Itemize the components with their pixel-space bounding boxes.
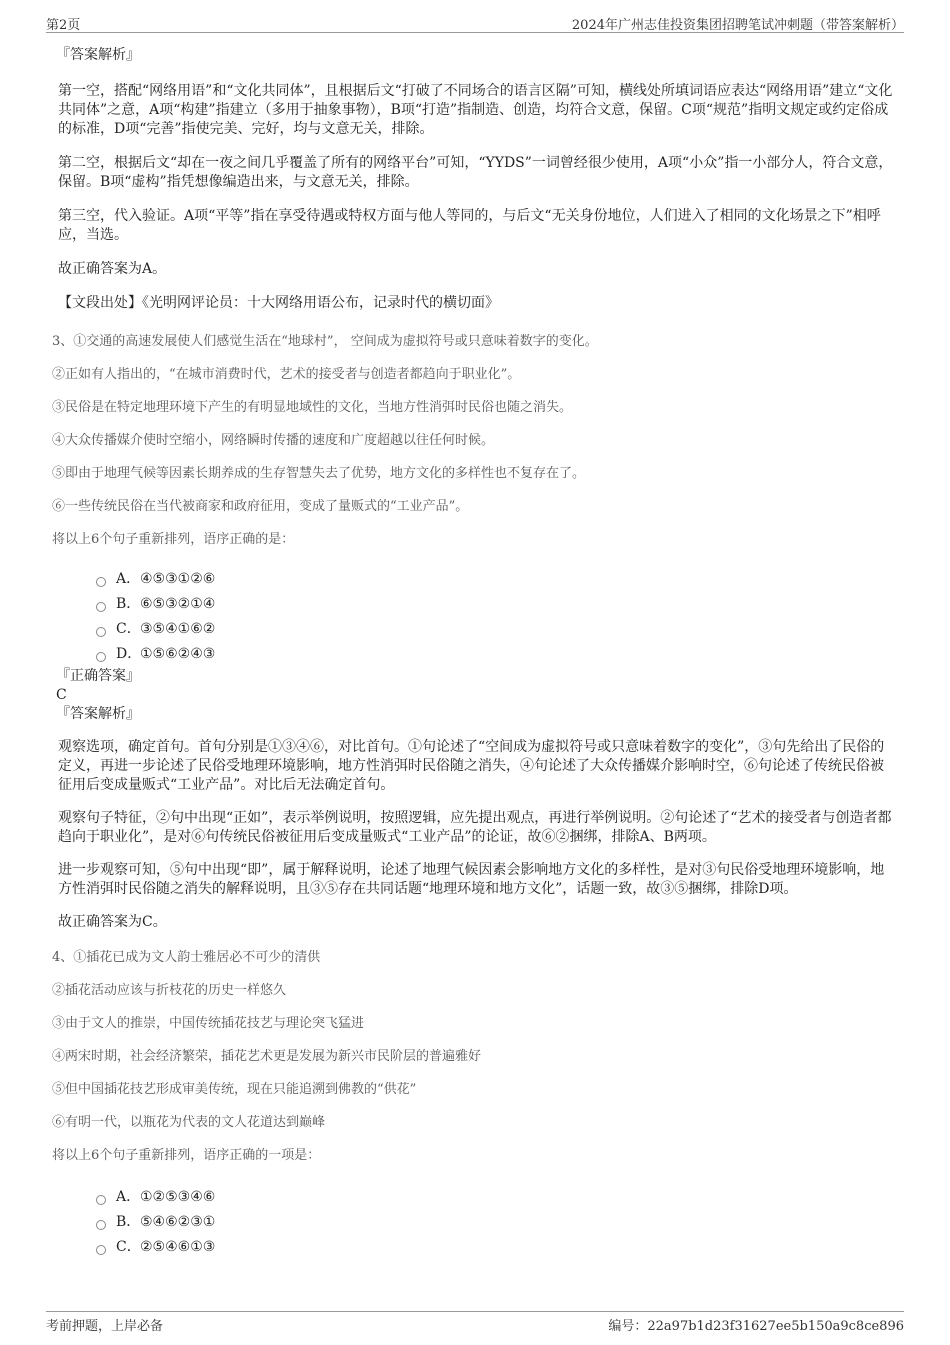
source-citation: 【文段出处】《光明网评论员：十大网络用语公布，记录时代的横切面》 [58, 295, 499, 311]
analysis-paragraph: 第一空，搭配“网络用语”和“文化共同体”，且根据后文“打破了不同场合的语言区隔”可知，横线处所填词语应表达“网络用语”建立“文化共同体”之意，A项“构建”指建立（多用于抽象事物），B项“打造”指制造、创造，均符合文意，保留。C项“规范”指明文规定或约定俗成的标准，D项“完善”指使完美、完好，均与文意无关，排除。 [58, 83, 893, 137]
answer-conclusion: 故正确答案为A。 [58, 261, 167, 277]
question-sentence: 4、①插花已成为文人韵士雅居必不可少的清供 [52, 950, 321, 965]
question-sentence: ③由于文人的推崇，中国传统插花技艺与理论突飞猛进 [52, 1016, 365, 1031]
answer-conclusion: 故正确答案为C。 [58, 914, 167, 930]
document-title: 2024年广州志佳投资集团招聘笔试冲刺题（带答案解析） [571, 18, 904, 33]
question-sentence: ③民俗是在特定地理环境下产生的有明显地域性的文化，当地方性消弭时民俗也随之消失。 [52, 400, 573, 415]
analysis-paragraph: 观察句子特征，②句中出现“正如”，表示举例说明，按照逻辑，应先提出观点，再进行举例说明。②句论述了“艺术的接受者与创造者都趋向于职业化”，是对⑥句传统民俗被征用后变成量贩式“工业产品”的论证，故⑥②捆绑，排除A、B两项。 [58, 810, 892, 845]
option-a[interactable]: A． ④⑤③①②⑥ [96, 567, 894, 592]
option-c[interactable]: C． ③⑤④①⑥② [96, 617, 894, 642]
page-footer [46, 1311, 904, 1332]
page-number: 第2页 [46, 18, 81, 33]
correct-answer-label: 『正确答案』 [56, 668, 140, 684]
radio-icon[interactable] [96, 627, 106, 637]
question-sentence: ⑥一些传统民俗在当代被商家和政府征用，变成了量贩式的“工业产品”。 [52, 499, 469, 514]
question-sentence: ⑤但中国插花技艺形成审美传统，现在只能追溯到佛教的“供花” [52, 1082, 417, 1097]
correct-answer: C [56, 687, 67, 703]
question-sentence: 3、①交通的高速发展使人们感觉生活在“地球村”， 空间成为虚拟符号或只意味着数字的变化。 [52, 334, 598, 349]
document-body [52, 44, 894, 1260]
question-sentence: ④大众传播媒介使时空缩小，网络瞬时传播的速度和广度超越以往任何时候。 [52, 433, 495, 448]
analysis-paragraph: 观察选项，确定首句。首句分别是①③④⑥，对比首句。①句论述了“空间成为虚拟符号或只意味着数字的变化”，③句先给出了民俗的定义，再进一步论述了民俗受地理环境影响，地方性消弭时民俗随之消失，④句论述了大众传播媒介影响时空，⑥句论述了传统民俗被征用后变成量贩式“工业产品”。对比后无法确定首句。 [58, 739, 885, 793]
question-prompt: 将以上6个句子重新排列，语序正确的是： [52, 532, 295, 547]
options-list [96, 567, 894, 667]
footer-slogan: 考前押题，上岸必备 [46, 1319, 164, 1334]
radio-icon[interactable] [96, 602, 106, 612]
option-a[interactable]: A． ①②⑤③④⑥ [96, 1185, 894, 1210]
radio-icon[interactable] [96, 652, 106, 662]
analysis-paragraph: 进一步观察可知，⑤句中出现“即”，属于解释说明，论述了地理气候因素会影响地方文化的多样性，是对③句民俗受地理环境影响，地方性消弭时民俗随之消失的解释说明，且③⑤存在共同话题“地理环境和地方文化”，话题一致，故③⑤捆绑，排除D项。 [58, 862, 885, 897]
analysis-paragraph: 第二空，根据后文“却在一夜之间几乎覆盖了所有的网络平台”可知，“YYDS”一词曾经很少使用，A项“小众”指一小部分人，符合文意，保留。B项“虚构”指凭想像编造出来，与文意无关，排除。 [58, 155, 893, 190]
options-list [96, 1185, 894, 1260]
option-b[interactable]: B． ⑥⑤③②①④ [96, 592, 894, 617]
document-id: 编号：22a97b1d23f31627ee5b150a9c8ce896 [608, 1319, 904, 1334]
radio-icon[interactable] [96, 1220, 106, 1230]
radio-icon[interactable] [96, 577, 106, 587]
option-b[interactable]: B． ⑤④⑥②③① [96, 1210, 894, 1235]
analysis-label: 『答案解析』 [56, 706, 140, 722]
question-sentence: ②插花活动应该与折枝花的历史一样悠久 [52, 983, 287, 998]
option-c[interactable]: C． ②⑤④⑥①③ [96, 1235, 894, 1260]
question-sentence: ⑥有明一代，以瓶花为代表的文人花道达到巅峰 [52, 1115, 326, 1130]
analysis-label: 『答案解析』 [56, 47, 140, 63]
question-sentence: ④两宋时期，社会经济繁荣，插花艺术更是发展为新兴市民阶层的普遍雅好 [52, 1049, 482, 1064]
question-sentence: ⑤即由于地理气候等因素长期养成的生存智慧失去了优势，地方文化的多样性也不复存在了。 [52, 466, 586, 481]
question-prompt: 将以上6个句子重新排列，语序正确的一项是： [52, 1148, 321, 1163]
radio-icon[interactable] [96, 1245, 106, 1255]
page-header [46, 12, 904, 33]
question-sentence: ②正如有人指出的，“在城市消费时代，艺术的接受者与创造者都趋向于职业化”。 [52, 367, 521, 382]
option-d[interactable]: D． ①⑤⑥②④③ [96, 642, 894, 667]
radio-icon[interactable] [96, 1195, 106, 1205]
analysis-paragraph: 第三空，代入验证。A项“平等”指在享受待遇或特权方面与他人等同的，与后文“无关身份地位，人们进入了相同的文化场景之下”相呼应，当选。 [58, 208, 881, 243]
